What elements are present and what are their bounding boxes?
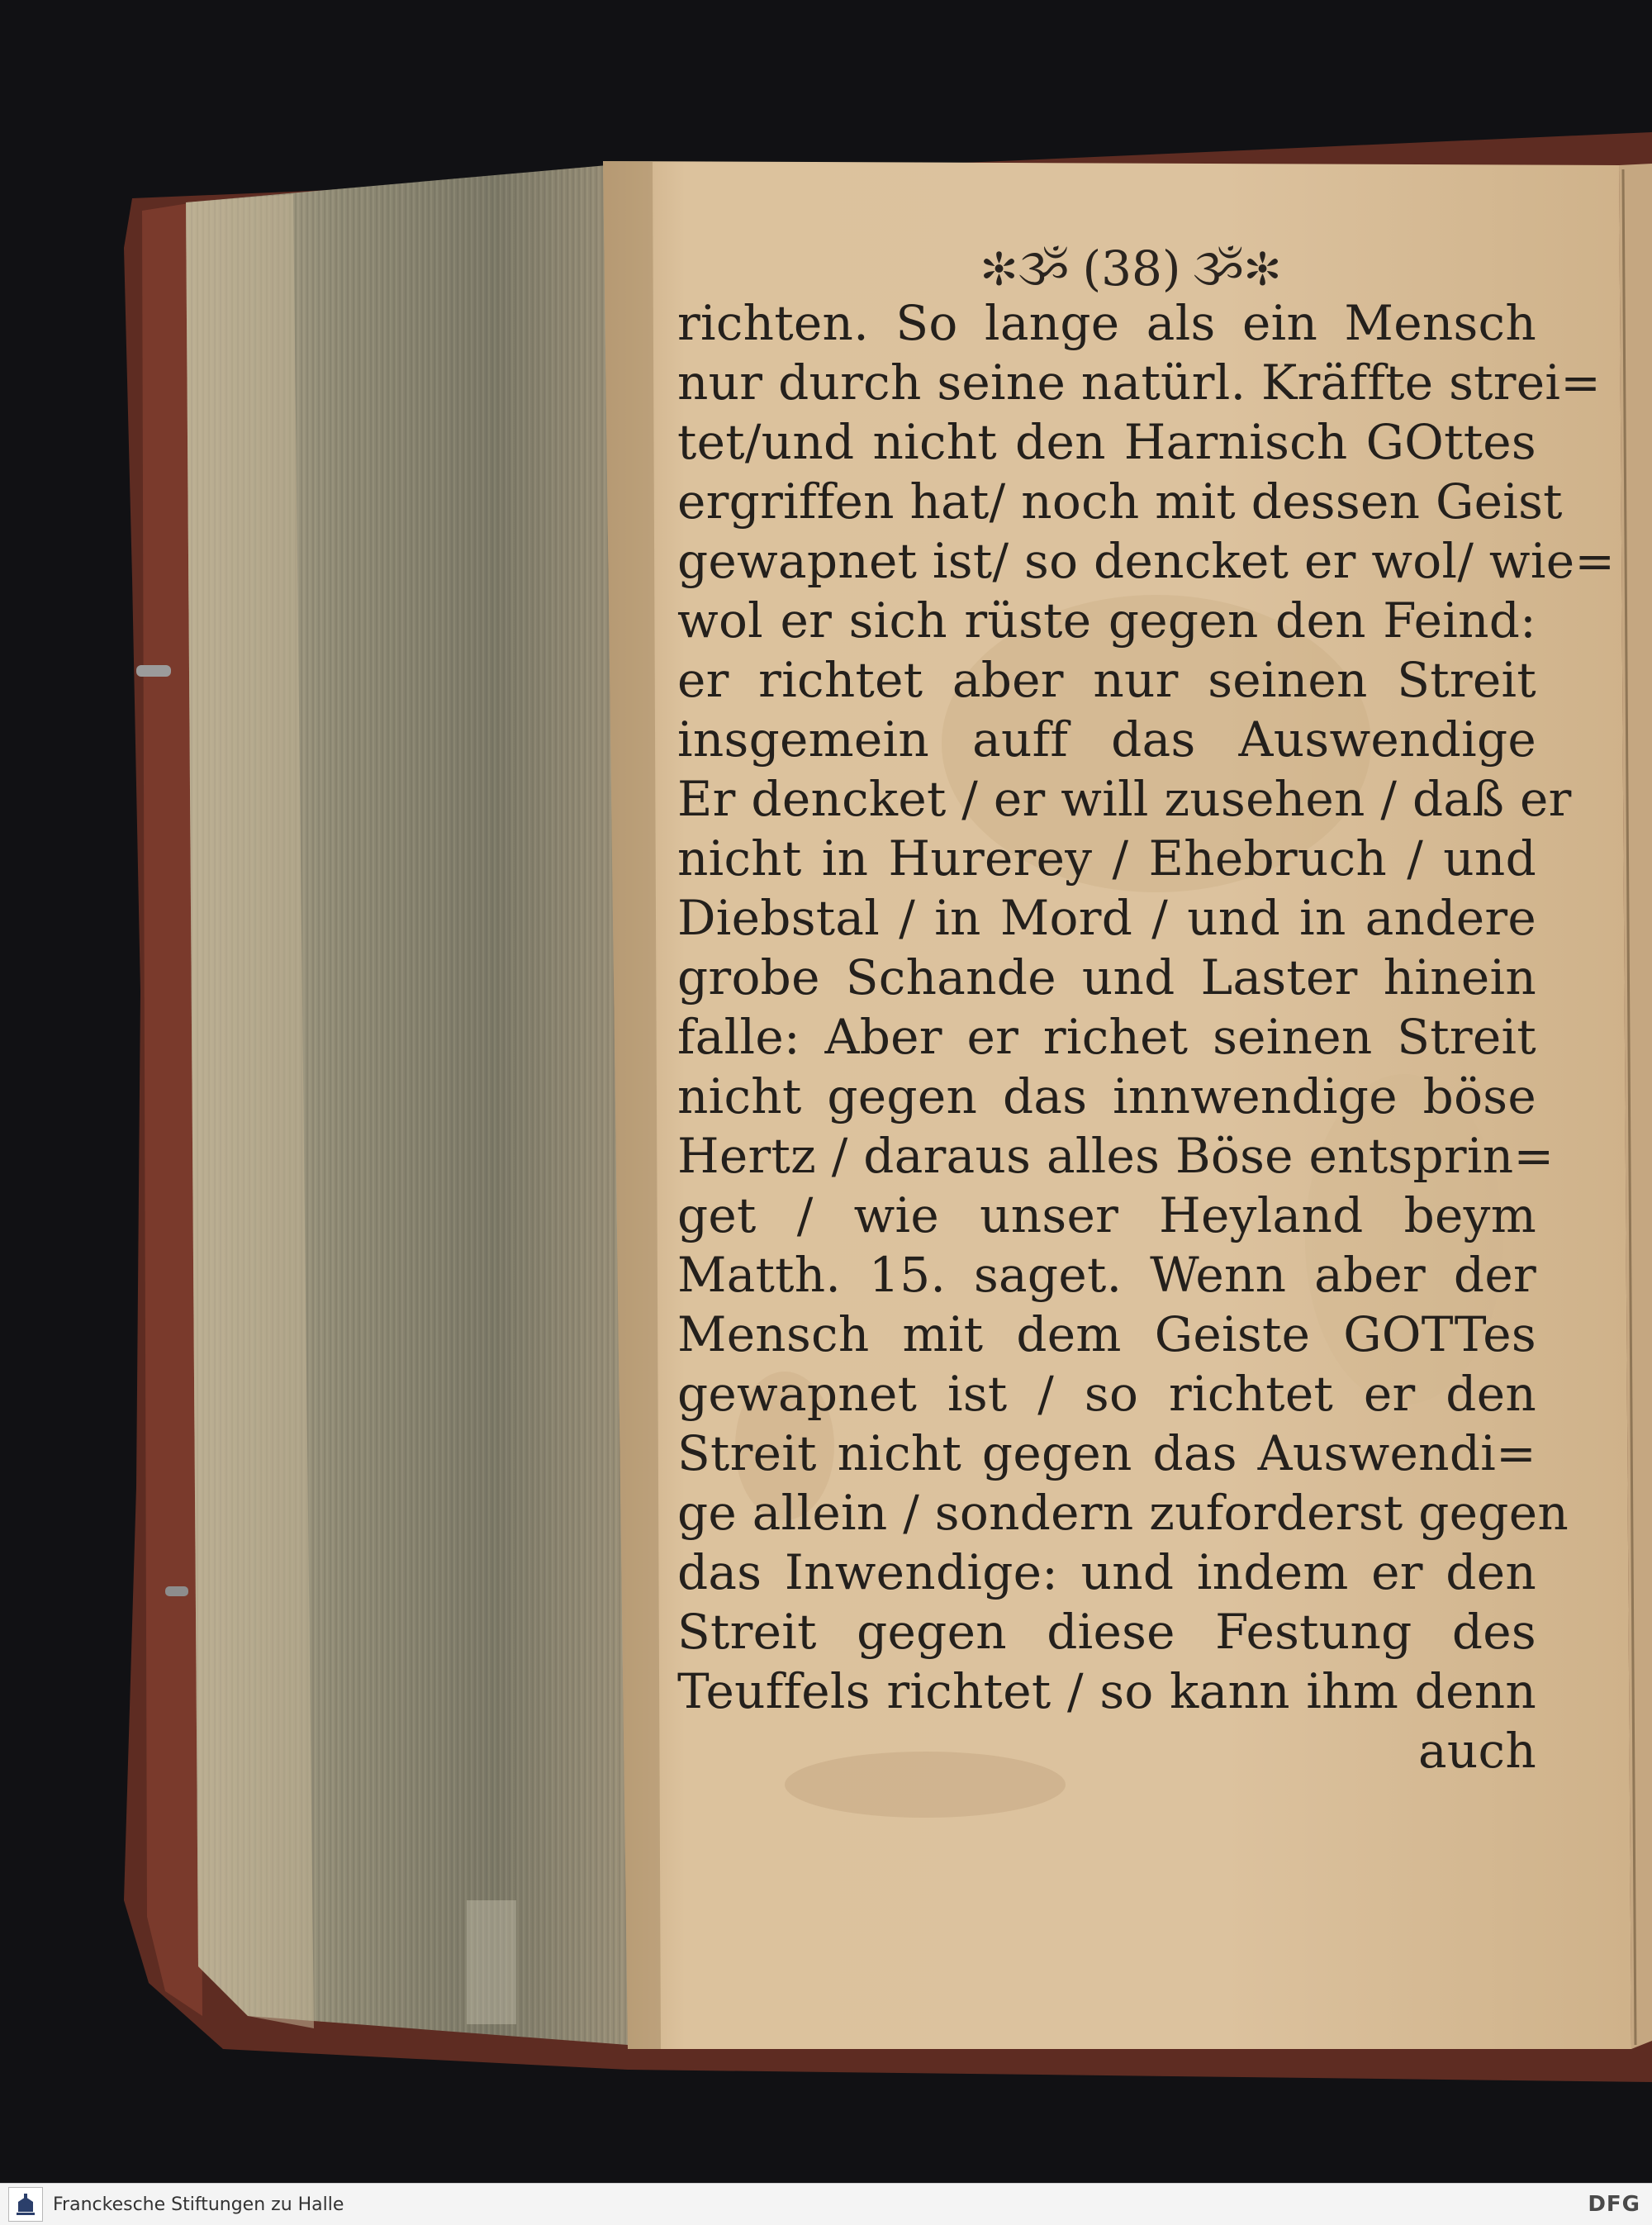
viewer-footer (0, 2183, 1652, 2225)
text-line: get / wie unser Heyland beym (677, 1187, 1536, 1243)
text-line: ergriffen hat/ noch mit dessen Geist (677, 473, 1563, 530)
text-line: tet/und nicht den Harnisch GOttes (677, 414, 1536, 470)
text-line: Hertz / daraus alles Böse entsprin= (677, 1128, 1555, 1184)
text-line: nicht gegen das innwendige böse (677, 1068, 1536, 1124)
text-line: wol er sich rüste gegen den Feind: (677, 592, 1536, 649)
page-number: (38) (1082, 240, 1181, 297)
page-text (677, 293, 1616, 1780)
text-line: nur durch seine natürl. Kräffte strei= (677, 354, 1602, 411)
page-header (975, 235, 1289, 302)
dfg-logo[interactable]: DFG (1588, 2192, 1640, 2217)
text-line: Diebstal / in Mord / und in andere (677, 890, 1536, 946)
text-line: nicht in Hurerey / Ehebruch / und (677, 830, 1536, 887)
text-line: grobe Schande und Laster hinein (677, 949, 1536, 1006)
text-line: Streit nicht gegen das Auswendi= (677, 1425, 1536, 1481)
text-line: richten. So lange als ein Mensch (677, 295, 1536, 351)
institution-credit[interactable] (0, 2187, 344, 2222)
institution-logo-icon (8, 2187, 43, 2222)
ornament-left-icon: ✻ૐ (981, 240, 1071, 297)
text-line: insgemein auff das Auswendige (677, 711, 1536, 768)
text-line: gewapnet ist / so richtet er den (677, 1366, 1536, 1422)
text-line: das Inwendige: und indem er den (677, 1544, 1536, 1600)
clasp-pin (165, 1586, 188, 1596)
text-line: Er dencket / er will zusehen / daß er (677, 771, 1572, 827)
text-line: Matth. 15. saget. Wenn aber der (677, 1247, 1536, 1303)
text-line: er richtet aber nur seinen Streit (677, 652, 1536, 708)
clasp-pin (136, 665, 171, 677)
text-line: falle: Aber er richet seinen Streit (677, 1009, 1536, 1065)
text-line: Streit gegen diese Festung des (677, 1604, 1536, 1660)
text-line: Mensch mit dem Geiste GOTTes (677, 1306, 1536, 1362)
text-line: gewapnet ist/ so dencket er wol/ wie= (677, 533, 1616, 589)
text-line: ge allein / sondern zuforderst gegen (677, 1485, 1569, 1541)
ornament-right-icon: ૐ✻ (1192, 240, 1282, 297)
text-line: Teuffels richtet / so kann ihm denn (677, 1663, 1536, 1719)
catchword: auch (1418, 1723, 1536, 1779)
institution-name: Franckesche Stiftungen zu Halle (53, 2194, 344, 2215)
